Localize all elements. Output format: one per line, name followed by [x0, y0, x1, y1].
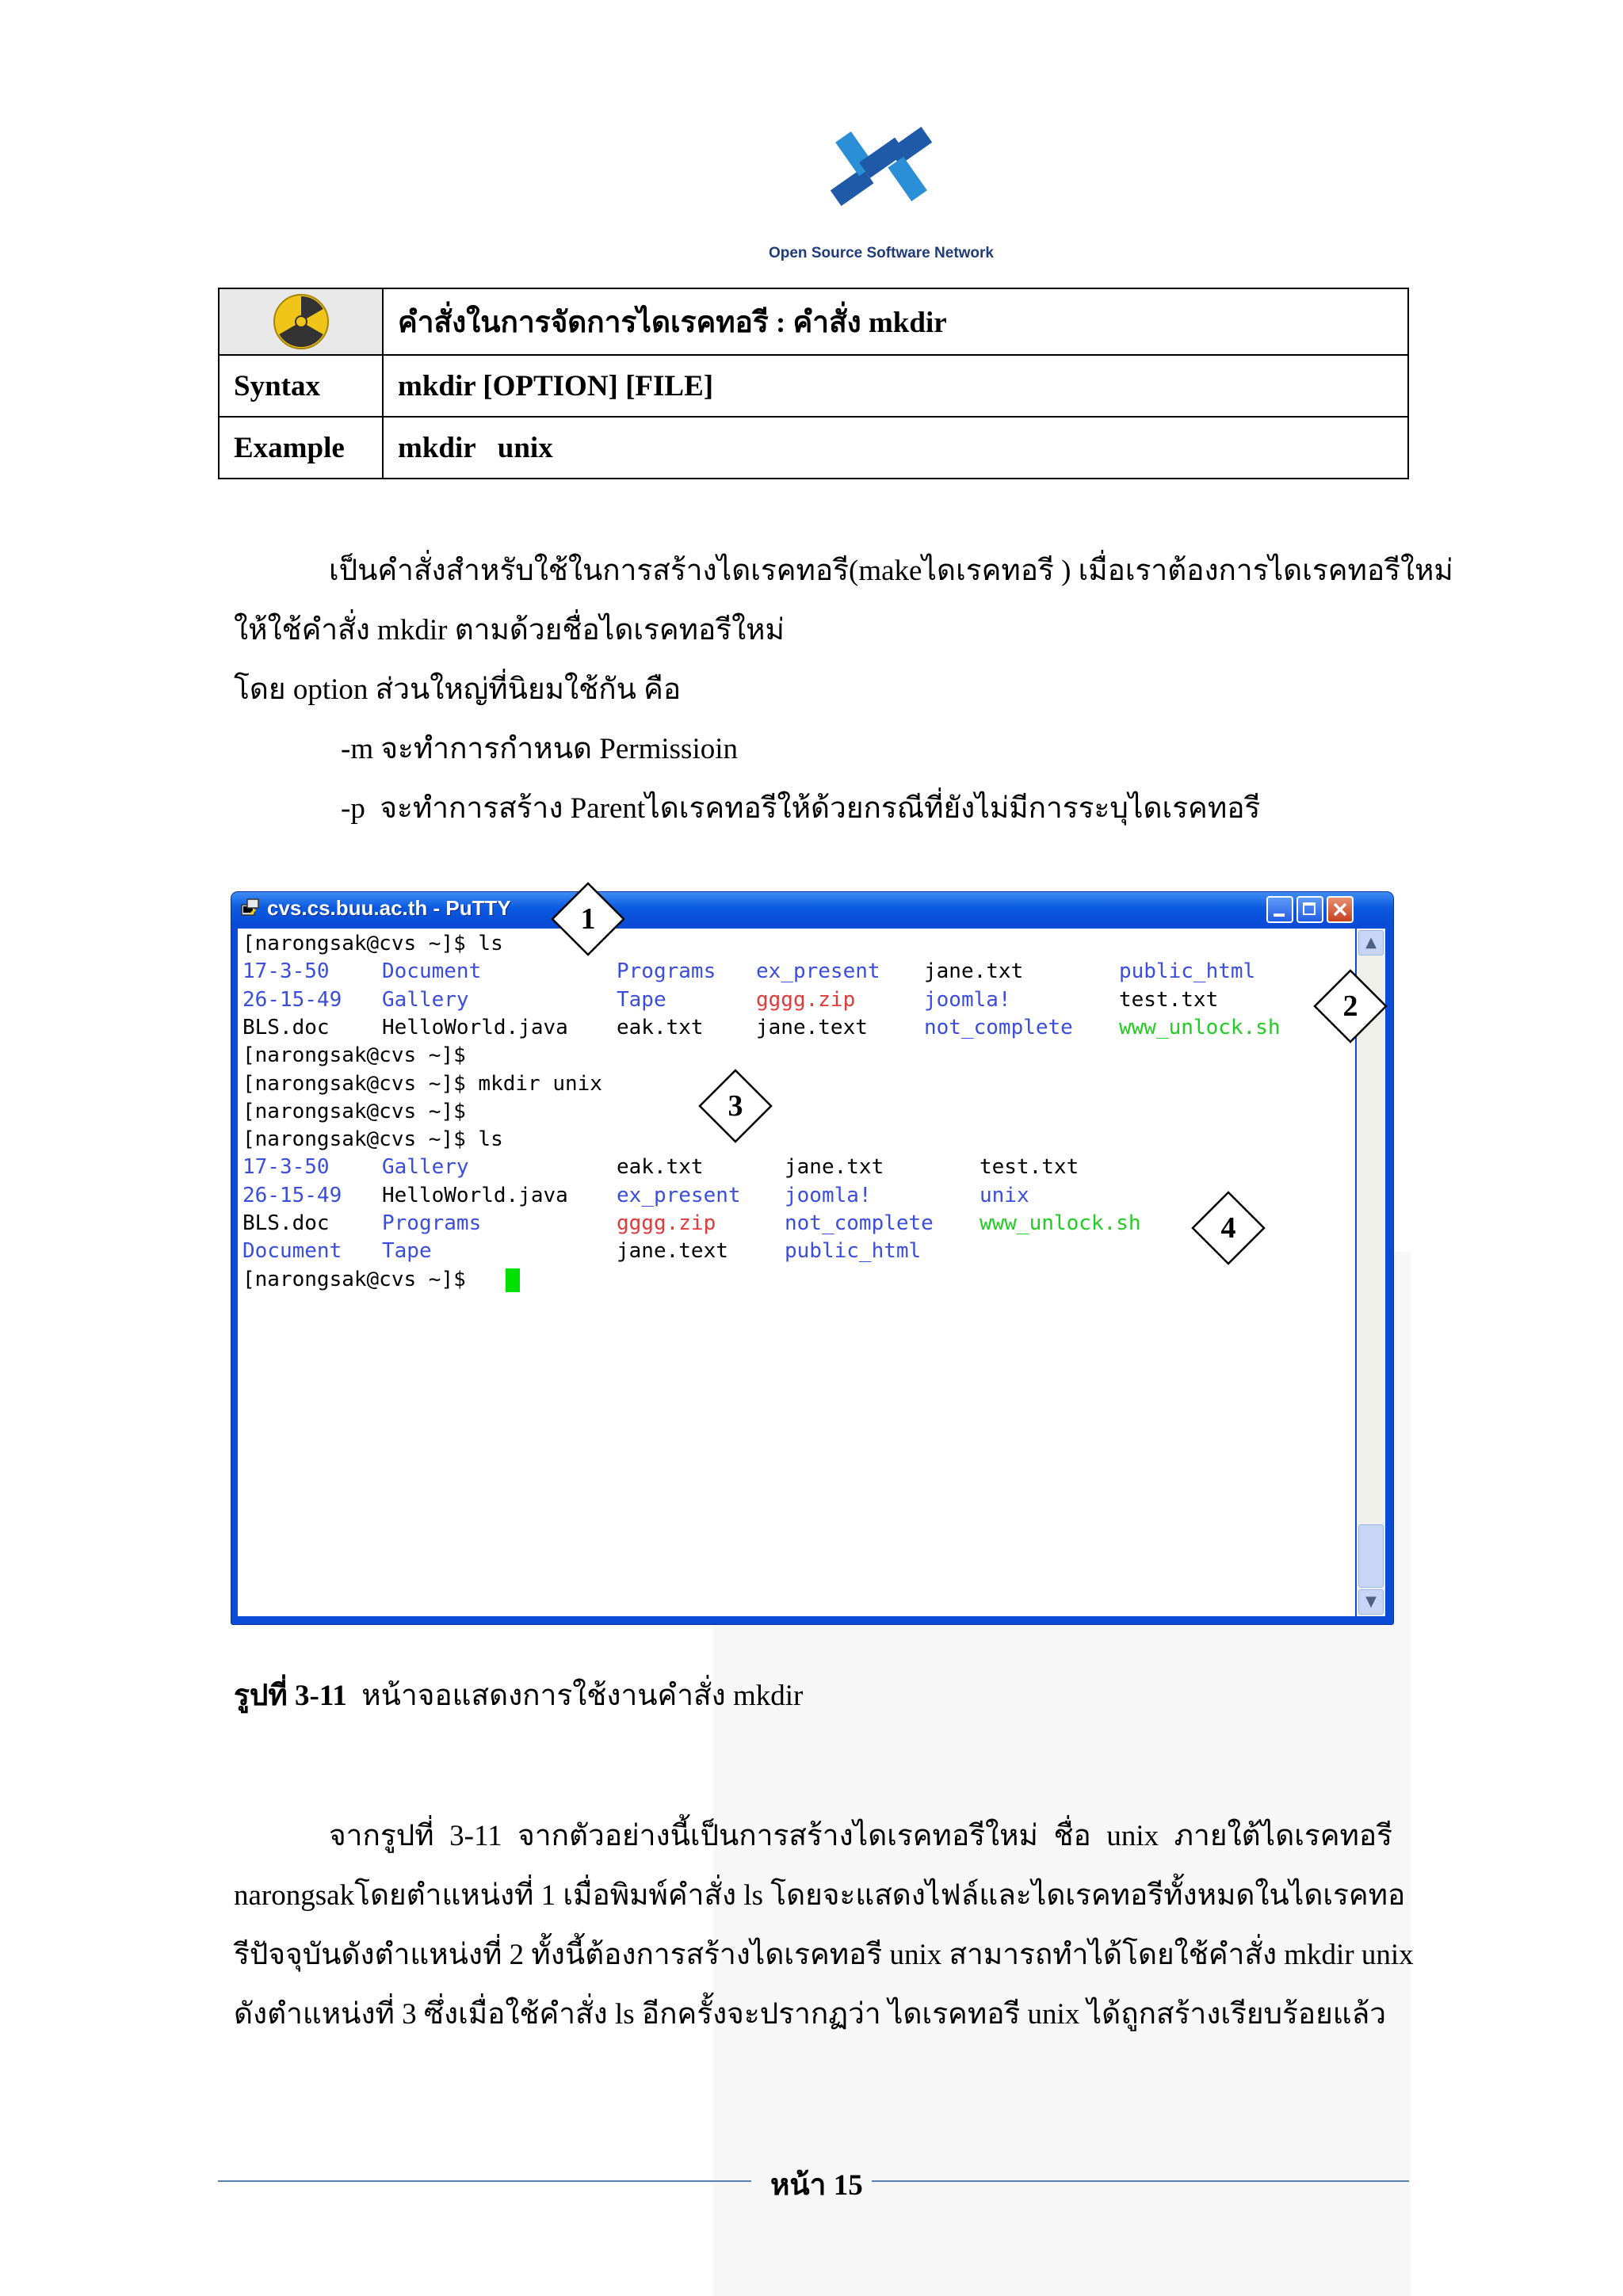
maximize-button[interactable]: [1296, 896, 1323, 923]
intro-line: โดย option ส่วนใหญ่ที่นิยมใช้กัน คือ: [234, 673, 682, 706]
marker-3: 3: [697, 1068, 773, 1144]
terminal-entry: jane.txt: [785, 1155, 884, 1180]
option-m: -m จะทำการกำหนด Permissioin: [341, 733, 738, 765]
figure-label: รูปที่ 3-11: [234, 1680, 347, 1712]
osn-logo: [754, 91, 1008, 273]
terminal-entry: gggg.zip: [617, 1211, 716, 1235]
example-value: mkdir unix: [383, 417, 1408, 479]
page-number: หน้า 15: [770, 2169, 863, 2202]
terminal-entry: www_unlock.sh: [1119, 1015, 1281, 1039]
terminal-entry: unix: [980, 1183, 1029, 1207]
terminal-entry: Programs: [382, 1211, 482, 1235]
terminal-entry: [narongsak@cvs ~]$: [242, 1043, 466, 1068]
terminal-entry: eak.txt: [617, 1155, 704, 1180]
scroll-thumb[interactable]: [1358, 1524, 1384, 1588]
minimize-icon: [1274, 913, 1285, 917]
terminal-entry: joomla!: [785, 1183, 872, 1207]
explanation-line: จากรูปที่ 3-11 จากตัวอย่างนี้เป็นการสร้างไดเรคทอรีใหม่ ชื่อ unix ภายใต้ไดเรคทอรี: [329, 1820, 1392, 1852]
terminal-entry: not_complete: [924, 1015, 1073, 1039]
close-button[interactable]: [1327, 896, 1354, 923]
terminal-entry: public_html: [1119, 959, 1256, 984]
command-title: คำสั่งในการจัดการไดเรคทอรี : คำสั่ง mkdir: [383, 288, 1408, 355]
syntax-value: mkdir [OPTION] [FILE]: [383, 355, 1408, 417]
terminal-entry: [narongsak@cvs ~]$: [242, 1267, 479, 1291]
intro-paragraph: [234, 541, 1453, 838]
terminal-entry: ex_present: [756, 959, 880, 984]
terminal-entry: HelloWorld.java: [382, 1183, 568, 1207]
intro-line: เป็นคำสั่งสำหรับใช้ในการสร้างไดเรคทอรี(makeไดเรคทอรี ) เมื่อเราต้องการไดเรคทอรีใหม่: [329, 555, 1453, 587]
terminal-entry: Gallery: [382, 987, 469, 1012]
scroll-up-icon[interactable]: ▲: [1358, 930, 1384, 955]
terminal-entry: 17-3-50: [242, 1155, 330, 1180]
terminal-entry: BLS.doc: [242, 1211, 330, 1235]
explanation-line: รีปัจจุบันดังตำแหน่งที่ 2 ทั้งนี้ต้องการสร้างไดเรคทอรี unix สามารถทำได้โดยใช้คำสั่ง mkdir unix: [234, 1939, 1414, 1971]
terminal-entry: Document: [382, 959, 482, 984]
terminal-entry: jane.text: [756, 1015, 868, 1039]
terminal-entry: not_complete: [785, 1211, 934, 1235]
terminal-entry: 17-3-50: [242, 959, 330, 984]
terminal-entry: public_html: [785, 1239, 922, 1264]
terminal-entry: [narongsak@cvs ~]$ ls: [242, 932, 503, 955]
header-icon-cell: [219, 288, 383, 355]
terminal-entry: HelloWorld.java: [382, 1015, 568, 1039]
terminal-entry: joomla!: [924, 987, 1011, 1012]
terminal-entry: [narongsak@cvs ~]$ ls: [242, 1127, 503, 1152]
terminal-entry: test.txt: [1119, 987, 1219, 1012]
terminal-entry: Tape: [617, 987, 666, 1012]
explanation-paragraph: [234, 1806, 1414, 2044]
maximize-icon: [1303, 902, 1316, 915]
terminal-entry: 26-15-49: [242, 987, 342, 1012]
terminal-entry: Tape: [382, 1239, 432, 1264]
footer-rule-right: [872, 2180, 1409, 2182]
figure-text: หน้าจอแสดงการใช้งานคำสั่ง mkdir: [361, 1680, 804, 1712]
logo-caption: Open Source Software Network: [768, 245, 994, 261]
marker-1: 1: [550, 881, 626, 957]
marker-2: 2: [1312, 968, 1388, 1044]
putty-icon: [239, 897, 262, 919]
terminal-entry: test.txt: [980, 1155, 1079, 1180]
terminal-entry: Document: [242, 1239, 342, 1264]
terminal-entry: Gallery: [382, 1155, 469, 1180]
terminal-entry: 26-15-49: [242, 1183, 342, 1207]
window-title: cvs.cs.buu.ac.th - PuTTY: [267, 896, 511, 920]
scroll-down-icon[interactable]: ▼: [1358, 1589, 1384, 1615]
explanation-line: ดังตำแหน่งที่ 3 ซึ่งเมื่อใช้คำสั่ง ls อีกครั้งจะปรากฏว่า ไดเรคทอรี unix ได้ถูกสร้างเรียบร้อยแล้ว: [234, 1998, 1387, 2031]
terminal-cursor: [506, 1268, 520, 1292]
osn-logo-icon: [802, 91, 960, 242]
option-p: -p จะทำการสร้าง Parentไดเรคทอรีให้ด้วยกรณีที่ยังไม่มีการระบุไดเรคทอรี: [341, 792, 1261, 825]
example-label: Example: [219, 417, 383, 479]
terminal-entry: Programs: [617, 959, 716, 984]
terminal-entry: gggg.zip: [756, 987, 856, 1012]
terminal-area[interactable]: [238, 929, 1355, 1616]
figure-caption: [234, 1672, 803, 1718]
explanation-line: narongsakโดยตำแหน่งที่ 1 เมื่อพิมพ์คำสั่ง ls โดยจะแสดงไฟล์และไดเรคทอรีทั้งหมดในไดเรคทอ: [234, 1879, 1406, 1912]
terminal-entry: jane.text: [617, 1239, 728, 1264]
terminal-entry: [narongsak@cvs ~]$: [242, 1099, 466, 1123]
close-icon: [1328, 898, 1352, 921]
terminal-entry: www_unlock.sh: [980, 1211, 1141, 1235]
footer-rule-left: [218, 2180, 751, 2182]
terminal-entry: eak.txt: [617, 1015, 704, 1039]
terminal-entry: jane.txt: [924, 959, 1024, 984]
terminal-entry: [narongsak@cvs ~]$ mkdir unix: [242, 1071, 602, 1096]
syntax-label: Syntax: [219, 355, 383, 417]
terminal-entry: BLS.doc: [242, 1015, 330, 1039]
title-bar[interactable]: [231, 892, 1393, 924]
marker-4: 4: [1190, 1190, 1266, 1266]
minimize-button[interactable]: [1266, 896, 1293, 923]
intro-line: ให้ใช้คำสั่ง mkdir ตามด้วยชื่อไดเรคทอรีใหม่: [234, 614, 785, 646]
command-table: [218, 288, 1409, 479]
radiation-icon: [269, 293, 333, 350]
terminal-entry: ex_present: [617, 1183, 741, 1207]
